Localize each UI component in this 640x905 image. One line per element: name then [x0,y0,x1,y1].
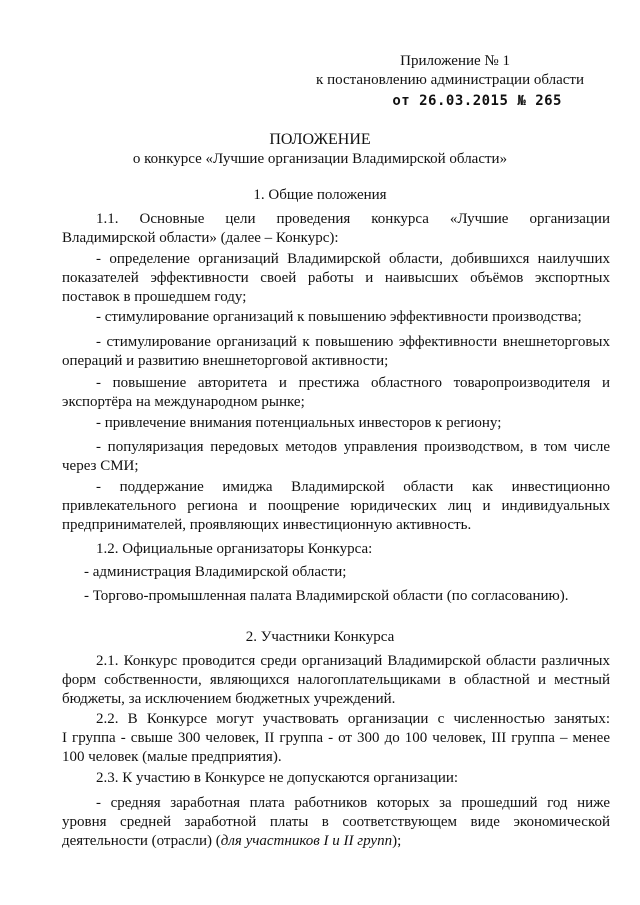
paragraph-1-1 [62,210,610,248]
exclusion-item-tail: ); [392,833,402,849]
paragraph-2-2-rest: I группа - свыше 300 человек, II группа - от 300 до 100 человек, III группа – менее 100 человек (малые предприятия). [62,730,610,765]
exclusion-item [62,794,610,851]
goal-item [62,478,610,535]
section-2-heading: 2. Участники Конкурса [245,629,395,645]
organizer-item: - Торгово-промышленная палата Владимирской области (по согласованию). [84,588,569,604]
document-title: ПОЛОЖЕНИЕ [269,131,371,148]
goal-item [62,333,610,371]
goal-item-first-line: - повышение авторитета и престижа областного товаропроизводителя и [96,375,610,391]
appendix-title: Приложение № 1 [400,53,510,69]
organizer-item: - администрация Владимирской области; [84,564,347,580]
paragraph-1-1-rest: Владимирской области» (далее – Конкурс): [62,230,339,246]
goal-item-first-line: - определение организаций Владимирской области, добившихся наилучших [96,251,610,267]
goal-item-rest: показателей эффективности своей работы и наивысших объёмов экспортных поставок в прошедшем году; [62,270,610,305]
appendix-header [284,52,584,111]
goal-item [62,374,610,412]
resolution-date-stamp: от 26.03.2015 № 265 [392,93,562,109]
paragraph-1-1-first-line: 1.1. Основные цели проведения конкурса «Лучшие организации [96,211,610,227]
exclusion-item-first-line: - средняя заработная плата работников которых за прошедший год ниже [96,795,610,811]
document-subtitle: о конкурсе «Лучшие организации Владимирской области» [132,151,508,167]
paragraph-2-1-first-line: 2.1. Конкурс проводится среди организаций Владимирской области различных [96,653,610,669]
exclusion-item-group-note: для участников I и II групп [220,833,393,849]
goal-item-first-line: - стимулирование организаций к повышению эффективности внешнеторговых [96,334,610,350]
goal-item-first-line: - поддержание имиджа Владимирской области как инвестиционно [96,479,610,495]
goal-item-rest: операций и развитию внешнеторговой активности; [62,353,389,369]
goal-item [62,250,610,307]
exclusion-item-rest [62,813,610,851]
goal-item-first-line: - популяризация передовых методов управления производством, в том числе [96,439,610,455]
paragraph-1-2: 1.2. Официальные организаторы Конкурса: [96,541,373,557]
paragraph-2-1-rest: форм собственности, являющихся налогоплательщиками в областной и местный бюджеты, за исключением бюджетных учреждений. [62,672,610,707]
paragraph-2-1 [62,652,610,709]
goal-item-rest: привлекательного региона и поощрение юридических лиц и индивидуальных предпринимателей, проявляющих инвестиционную активность. [62,498,610,533]
exclusion-item-text: уровня средней заработной платы в соответствующем виде экономической деятельности (отрасли) ( [62,814,610,849]
goal-item [62,438,610,476]
goal-item-rest: экспортёра на международном рынке; [62,394,305,410]
paragraph-2-3: 2.3. К участию в Конкурсе не допускаются организации: [96,770,459,786]
goal-item: - привлечение внимания потенциальных инвесторов к региону; [96,415,502,431]
goal-item-rest: через СМИ; [62,458,139,474]
paragraph-2-2 [62,710,610,767]
paragraph-2-2-first-line: 2.2. В Конкурсе могут участвовать организации с численностью занятых: [96,711,610,727]
resolution-reference: к постановлению администрации области [316,72,584,88]
section-1-heading: 1. Общие положения [253,187,387,203]
goal-item: - стимулирование организаций к повышению эффективности производства; [96,309,582,325]
